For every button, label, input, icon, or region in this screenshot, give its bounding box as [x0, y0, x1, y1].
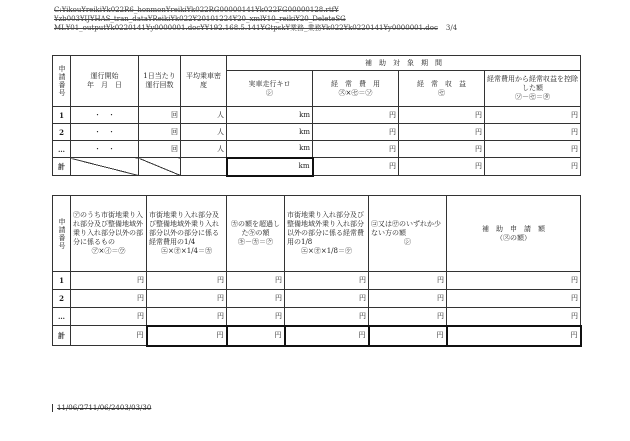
- amount-cell[interactable]: 円: [71, 308, 147, 326]
- amount-cell[interactable]: 円: [447, 272, 581, 290]
- amount-cell[interactable]: 円: [447, 290, 581, 308]
- amount-cell[interactable]: 円: [147, 272, 227, 290]
- start-date-cell[interactable]: ・ ・: [71, 124, 139, 141]
- revenue-cell[interactable]: 円: [399, 124, 485, 141]
- header-cost: 経 常 費 用 ㋜×㋝＝㋞: [313, 71, 399, 107]
- table-row: [53, 308, 581, 326]
- total-amount-cell[interactable]: 円: [227, 326, 285, 346]
- total-cost-cell[interactable]: 円: [313, 158, 399, 176]
- symbol-label: （㋜の額）: [496, 233, 531, 242]
- total-label: 計: [53, 158, 71, 176]
- diagonal-blank: [71, 158, 139, 176]
- header-col-b: 市街地乗り入れ部分及び整備地域外乗り入れ部分以外の部分に係る経常費用の1/4 ㋓×㋔×1/4＝㋕: [147, 196, 227, 272]
- amount-cell[interactable]: 円: [71, 290, 147, 308]
- header-application-no: 申請番号: [53, 196, 71, 272]
- deficit-cell[interactable]: 円: [485, 107, 581, 124]
- row-number: 1: [53, 107, 71, 124]
- start-date-cell[interactable]: ・ ・: [71, 107, 139, 124]
- amount-cell[interactable]: 円: [285, 308, 369, 326]
- total-amount-cell[interactable]: 円: [285, 326, 369, 346]
- header-revenue: 経 常 収 益 ㋝: [399, 71, 485, 107]
- total-deficit-cell[interactable]: 円: [485, 158, 581, 176]
- amount-cell[interactable]: 円: [227, 272, 285, 290]
- total-amount-cell[interactable]: 円: [447, 326, 581, 346]
- header-start-date: 運行開始 年 月 日: [71, 56, 139, 107]
- header-col-e: ㋙又は㋚のいずれか少ない方の額 ㋛: [369, 196, 447, 272]
- total-amount-cell[interactable]: 円: [71, 326, 147, 346]
- table-row: [53, 272, 581, 290]
- symbol-label: ㋛: [404, 238, 411, 246]
- header-col-a: ㋐のうち市街地乗り入れ部分及び整備地域外乗り入れ部分以外の部分に係るもの ㋐×㋑＝㋒: [71, 196, 147, 272]
- total-row: [53, 158, 581, 176]
- amount-cell[interactable]: 円: [147, 308, 227, 326]
- revenue-cell[interactable]: 円: [399, 141, 485, 158]
- row-number: …: [53, 308, 71, 326]
- trips-cell[interactable]: 回: [139, 141, 181, 158]
- symbol-label: ㋖－㋕＝㋗: [238, 238, 273, 246]
- header-application-no: 申請番号: [53, 56, 71, 107]
- header-col-c: ㋕の額を超過した㋖の額 ㋖－㋕＝㋗: [227, 196, 285, 272]
- revision-date: 11/06/2711/06/2403/03/30: [52, 404, 151, 412]
- file-path-line-2: ML¥01_output¥k0220141¥y0000001.doc¥¥192.168.5.141¥Gtpsk¥業務_業務¥k022¥k0220141¥y0000001.doc: [54, 24, 438, 32]
- density-cell[interactable]: 人: [181, 107, 227, 124]
- amount-cell[interactable]: 円: [285, 290, 369, 308]
- cost-cell[interactable]: 円: [313, 107, 399, 124]
- diagonal-blank: [139, 158, 181, 176]
- total-amount-cell[interactable]: 円: [147, 326, 227, 346]
- cost-cell[interactable]: 円: [313, 141, 399, 158]
- table-row: [53, 124, 581, 141]
- header-deficit: 経常費用から経常収益を控除した額 ㋞－㋝＝㋟: [485, 71, 581, 107]
- table-row: [53, 141, 581, 158]
- density-cell[interactable]: 人: [181, 141, 227, 158]
- deficit-cell[interactable]: 円: [485, 124, 581, 141]
- page-number: 3/4: [445, 24, 458, 32]
- symbol-label: ㋓×㋔×1/4＝㋕: [161, 247, 212, 255]
- total-row: [53, 326, 581, 346]
- symbol-label: ㋓×㋔×1/8＝㋘: [301, 247, 352, 255]
- revenue-cell[interactable]: 円: [399, 107, 485, 124]
- operations-table: [52, 55, 581, 177]
- km-cell[interactable]: km: [227, 107, 313, 124]
- header-km: 実車走行キロ ㋛: [227, 71, 313, 107]
- trips-cell[interactable]: 回: [139, 124, 181, 141]
- row-number: 2: [53, 124, 71, 141]
- total-amount-cell[interactable]: 円: [369, 326, 447, 346]
- row-number: 1: [53, 272, 71, 290]
- header-subsidy-period: 補 助 対 象 期 間: [227, 56, 581, 71]
- header-daily-trips: 1日当たり運行回数: [139, 56, 181, 107]
- amount-cell[interactable]: 円: [447, 308, 581, 326]
- amount-cell[interactable]: 円: [369, 290, 447, 308]
- file-path-line-1: C:¥ikou¥reiki¥k022R6_honmon¥reiki¥k022RG00000141¥k022FG00000128.rtf¥¥zb003¥IJ¥HAS_tran_data¥Reiki¥k022¥20101224¥20_xml¥10_reiki¥20_DeleteSG: [54, 6, 346, 23]
- header-avg-density: 平均乗車密度: [181, 56, 227, 107]
- file-path-header: [54, 6, 584, 33]
- total-km-cell[interactable]: km: [227, 158, 313, 176]
- cost-cell[interactable]: 円: [313, 124, 399, 141]
- total-label: 計: [53, 326, 71, 346]
- km-cell[interactable]: km: [227, 124, 313, 141]
- amount-cell[interactable]: 円: [285, 272, 369, 290]
- amount-cell[interactable]: 円: [147, 290, 227, 308]
- amount-cell[interactable]: 円: [227, 290, 285, 308]
- symbol-label: ㋐×㋑＝㋒: [91, 247, 126, 255]
- row-number: …: [53, 141, 71, 158]
- subsidy-calculation-table: [52, 195, 582, 347]
- symbol-label: ㋞－㋝＝㋟: [515, 93, 550, 101]
- amount-cell[interactable]: 円: [369, 308, 447, 326]
- total-revenue-cell[interactable]: 円: [399, 158, 485, 176]
- amount-cell[interactable]: 円: [71, 272, 147, 290]
- symbol-label: ㋜×㋝＝㋞: [338, 88, 373, 97]
- row-number: 2: [53, 290, 71, 308]
- symbol-label: ㋝: [438, 88, 445, 97]
- header-col-d: 市街地乗り入れ部分及び整備地域外乗り入れ部分以外の部分に係る経常費用の1/8 ㋓×㋔×1/8＝㋘: [285, 196, 369, 272]
- table-row: [53, 107, 581, 124]
- deficit-cell[interactable]: 円: [485, 141, 581, 158]
- start-date-cell[interactable]: ・ ・: [71, 141, 139, 158]
- density-cell[interactable]: 人: [181, 124, 227, 141]
- trips-cell[interactable]: 回: [139, 107, 181, 124]
- km-cell[interactable]: km: [227, 141, 313, 158]
- header-subsidy-amount: 補 助 申 請 額 （㋜の額）: [447, 196, 581, 272]
- symbol-label: ㋛: [266, 88, 273, 97]
- table-row: [53, 290, 581, 308]
- amount-cell[interactable]: 円: [227, 308, 285, 326]
- amount-cell[interactable]: 円: [369, 272, 447, 290]
- blank-cell: [181, 158, 227, 176]
